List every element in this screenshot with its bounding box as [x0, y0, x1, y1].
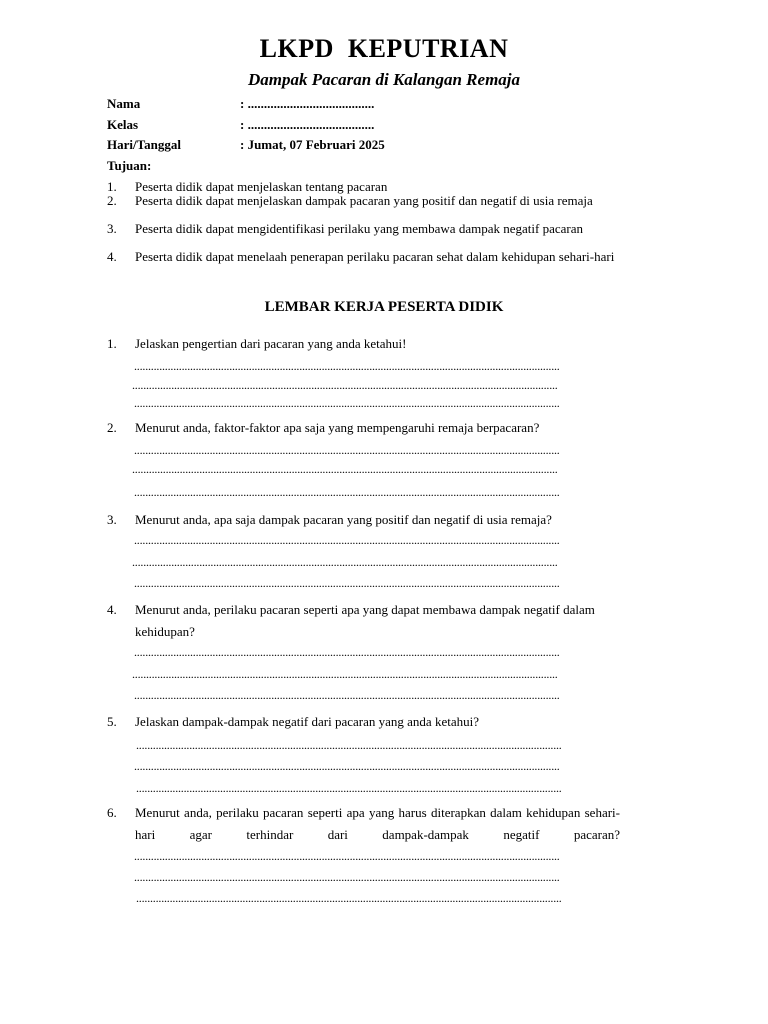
field-label: Kelas: [107, 117, 139, 132]
answer-line[interactable]: ........................................................................................................................................................: [136, 781, 562, 795]
page-subtitle: Dampak Pacaran di Kalangan Remaja: [247, 70, 521, 89]
answer-line[interactable]: ........................................................................................................................................................: [134, 576, 560, 590]
answer-line[interactable]: ........................................................................................................................................................: [134, 359, 560, 373]
objective-text: Peserta didik dapat menelaah penerapan perilaku pacaran sehat dalam kehidupan sehari-hari: [135, 249, 615, 264]
field-value: : Jumat, 07 Februari 2025: [240, 137, 385, 152]
answer-line[interactable]: ........................................................................................................................................................: [134, 485, 560, 499]
question-text: Jelaskan dampak-dampak negatif dari pacaran yang anda ketahui?: [135, 714, 479, 729]
answer-line[interactable]: ........................................................................................................................................................: [134, 533, 560, 547]
question-number: 5.: [107, 714, 117, 729]
answer-line[interactable]: ........................................................................................................................................................: [132, 378, 558, 392]
objective-number: 1.: [107, 179, 117, 194]
answer-line[interactable]: ........................................................................................................................................................: [136, 891, 562, 905]
page-title: LKPD KEPUTRIAN: [259, 34, 509, 63]
question-text: Menurut anda, perilaku pacaran seperti apa yang harus diterapkan dalam kehidupan sehari-hari agar terhindar dari dampak-dampak negatif pacaran?: [135, 805, 620, 842]
answer-line[interactable]: ........................................................................................................................................................: [134, 759, 560, 773]
answer-line[interactable]: ........................................................................................................................................................: [134, 870, 560, 884]
question-text: Jelaskan pengertian dari pacaran yang anda ketahui!: [135, 336, 407, 351]
objective-text: Peserta didik dapat mengidentifikasi perilaku yang membawa dampak negatif pacaran: [135, 221, 583, 236]
answer-line[interactable]: ........................................................................................................................................................: [132, 462, 558, 476]
objective-number: 2.: [107, 193, 117, 208]
field-label: Nama: [107, 96, 141, 111]
objective-text: Peserta didik dapat menjelaskan tentang pacaran: [135, 179, 388, 194]
field-value: : .......................................: [240, 96, 375, 111]
question-text: Menurut anda, apa saja dampak pacaran yang positif dan negatif di usia remaja?: [135, 512, 552, 527]
answer-line[interactable]: ........................................................................................................................................................: [134, 443, 560, 457]
question-number: 2.: [107, 420, 117, 435]
answer-line[interactable]: ........................................................................................................................................................: [132, 667, 558, 681]
question-number: 4.: [107, 602, 117, 617]
question-number: 1.: [107, 336, 117, 351]
answer-line[interactable]: ........................................................................................................................................................: [134, 688, 560, 702]
objective-text: Peserta didik dapat menjelaskan dampak pacaran yang positif dan negatif di usia remaja: [135, 193, 593, 208]
field-value: : .......................................: [240, 117, 375, 132]
answer-line[interactable]: ........................................................................................................................................................: [132, 555, 558, 569]
question-number: 6.: [107, 805, 117, 820]
question-number: 3.: [107, 512, 117, 527]
tujuan-heading: Tujuan:: [107, 158, 152, 173]
field-label: Hari/Tanggal: [107, 137, 181, 152]
answer-line[interactable]: ........................................................................................................................................................: [136, 738, 562, 752]
objective-number: 4.: [107, 249, 117, 264]
objective-number: 3.: [107, 221, 117, 236]
answer-line[interactable]: ........................................................................................................................................................: [134, 396, 560, 410]
answer-line[interactable]: ........................................................................................................................................................: [134, 849, 560, 863]
section-title: LEMBAR KERJA PESERTA DIDIK: [264, 299, 504, 315]
question-text: Menurut anda, faktor-faktor apa saja yang mempengaruhi remaja berpacaran?: [135, 420, 540, 435]
question-text: Menurut anda, perilaku pacaran seperti apa yang dapat membawa dampak negatif dalam kehidupan?: [135, 602, 595, 639]
answer-line[interactable]: ........................................................................................................................................................: [134, 645, 560, 659]
